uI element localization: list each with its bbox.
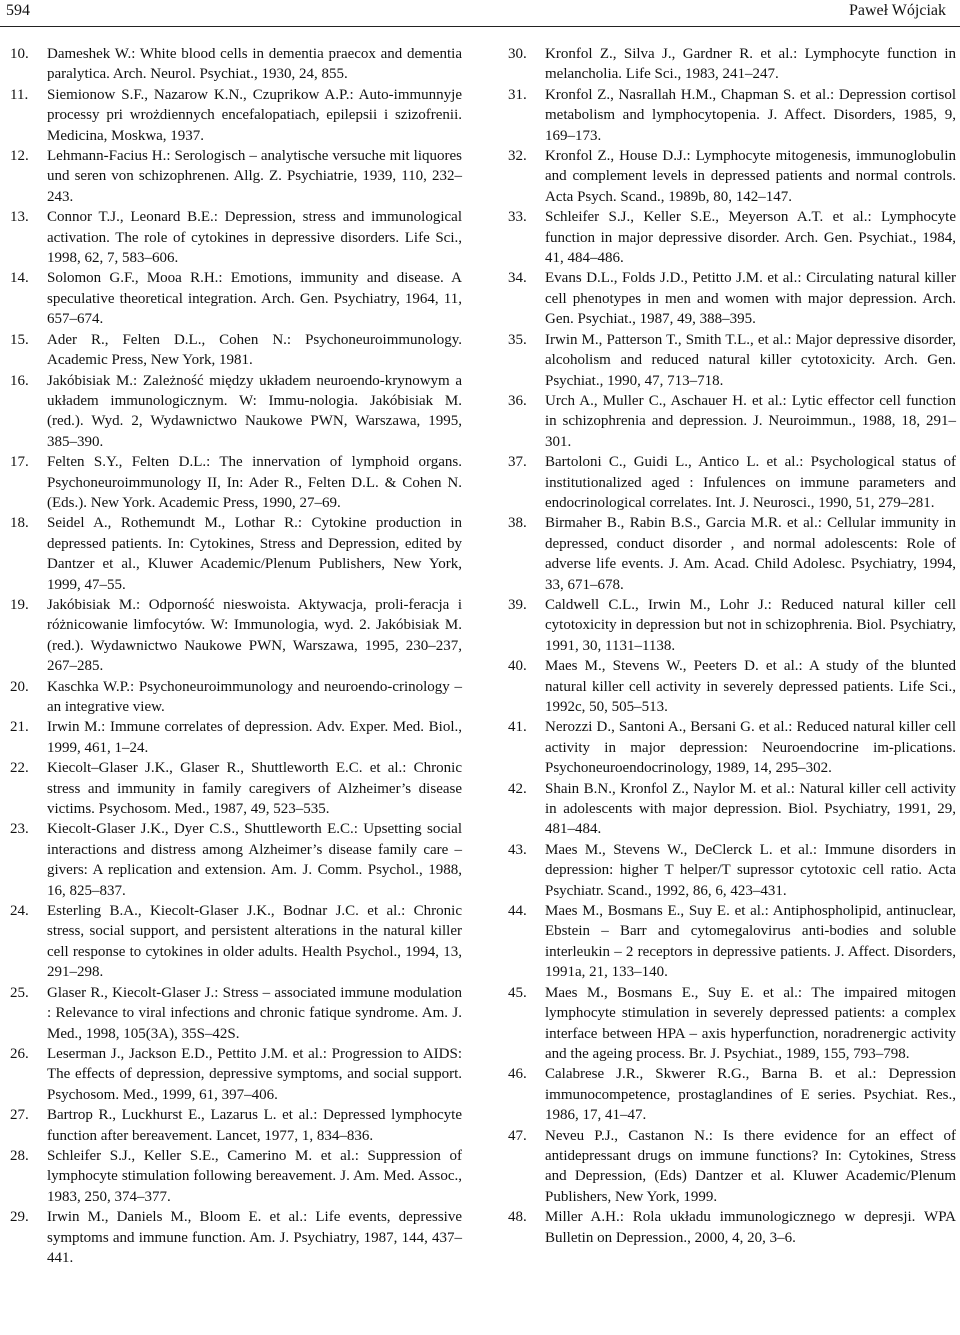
reference-number: 29.: [10, 1209, 29, 1226]
reference-text: Kiecolt–Glaser J.K., Glaser R., Shuttleworth E.C. et al.: Chronic stress and immunity in family caregivers of Alzheimer’s disease victims. Psychosom. Med., 1987, 49, 523–535.: [47, 760, 462, 818]
reference-text: Dameshek W.: White blood cells in dementia praecox and dementia paralytica. Arch. Neurol. Psychiat., 1930, 24, 855.: [47, 46, 462, 83]
reference-text: Irwin M., Patterson T., Smith T.L., et al.: Major depressive disorder, alcoholism and reduced natural killer cytotoxicity. Arch. Gen. Psychiat., 1990, 47, 713–718.: [545, 331, 956, 389]
reference-text: Irwin M., Daniels M., Bloom E. et al.: Life events, depressive symptoms and immune function. Am. J. Psychiatry, 1987, 144, 437–441.: [47, 1209, 462, 1266]
reference-item: [10, 44, 462, 85]
reference-number: 44.: [508, 903, 527, 920]
reference-number: 20.: [10, 678, 29, 695]
reference-number: 31.: [508, 86, 527, 103]
reference-item: [10, 371, 462, 453]
reference-item: [508, 330, 956, 391]
reference-number: 11.: [10, 86, 29, 103]
reference-text: Kronfol Z., Nasrallah H.M., Chapman S. et al.: Depression cortisol metabolism and lymphocytopenia. J. Affect. Disorders, 1985, 9, 169–173.: [545, 86, 956, 144]
reference-item: [10, 1146, 462, 1207]
reference-number: 42.: [508, 780, 527, 797]
reference-text: Kaschka W.P.: Psychoneuroimmunology and neuroendo-crinology – an integrative view.: [47, 678, 462, 715]
reference-number: 48.: [508, 1209, 527, 1226]
reference-item: [508, 656, 956, 717]
reference-number: 28.: [10, 1147, 29, 1164]
reference-number: 26.: [10, 1045, 29, 1062]
reference-text: Birmaher B., Rabin B.S., Garcia M.R. et al.: Cellular immunity in depressed, conduct disorder , and normal adolescents: Role of adverse life events. J. Am. Acad. Child Adolesc. Psychiatry, 1994, 33, 671–678.: [545, 515, 956, 593]
reference-text: Felten S.Y., Felten D.L.: The innervation of lymphoid organs. Psychoneuroimmunology II, In: Ader R., Felten D.L. & Cohen N. (Eds.). New York. Academic Press, 1990, 27–69.: [47, 454, 462, 511]
reference-text: Maes M., Stevens W., DeClerck L. et al.: Immune disorders in depression: higher T helper/T supressor cytotoxic cell ratio. Acta Psychiatr. Scand., 1992, 86, 6, 423–431.: [545, 841, 956, 899]
reference-text: Connor T.J., Leonard B.E.: Depression, stress and immunological activation. The role of cytokines in depressive disorders. Life Sci., 1998, 62, 7, 583–606.: [47, 209, 462, 267]
reference-text: Kronfol Z., House D.J.: Lymphocyte mitogenesis, immunoglobulin and complement levels in depressed patients and normal controls. Acta Psych. Scand., 1989b, 80, 142–147.: [545, 148, 956, 205]
reference-item: [10, 268, 462, 329]
reference-number: 37.: [508, 454, 527, 471]
references-column-right: [508, 44, 956, 1248]
reference-item: [10, 677, 462, 718]
header-divider: [0, 26, 960, 27]
reference-item: [508, 1126, 956, 1208]
reference-text: Solomon G.F., Mooa R.H.: Emotions, immunity and disease. A speculative theoretical integration. Arch. Gen. Psychiatry, 1964, 11, 657–674.: [47, 270, 462, 328]
reference-number: 19.: [10, 596, 29, 613]
reference-item: [10, 901, 462, 983]
reference-number: 16.: [10, 372, 29, 389]
reference-text: Evans D.L., Folds J.D., Petitto J.M. et al.: Circulating natural killer cell phenotypes in men and women with major depression. Arch. Gen. Psychiat., 1987, 49, 388–395.: [545, 270, 956, 328]
reference-item: [508, 983, 956, 1065]
reference-item: [10, 146, 462, 207]
reference-number: 10.: [10, 46, 29, 62]
reference-item: [10, 1105, 462, 1146]
reference-item: [508, 1064, 956, 1125]
reference-text: Calabrese J.R., Skwerer R.G., Barna B. et al.: Depression immunocompetence, prostaglandines of E series. Psychiat. Res., 1986, 17, 41–47.: [545, 1066, 956, 1124]
reference-text: Bartoloni C., Guidi L., Antico L. et al.: Psychological status of institutionalized aged : Infulences on immune parameters and endocrinological correlates. Int. J. Neurosci., 1990, 51, 279–281.: [545, 454, 956, 511]
references-column-left: [10, 44, 462, 1268]
reference-number: 32.: [508, 148, 527, 165]
reference-item: [10, 983, 462, 1044]
reference-number: 47.: [508, 1127, 527, 1144]
reference-item: [10, 819, 462, 901]
reference-number: 41.: [508, 719, 527, 736]
reference-text: Maes M., Bosmans E., Suy E. et al.: Antiphospholipid, antinuclear, Ebstein – Barr and cytomegalovirus anti-bodies and soluble interleukin – 2 receptors in depressive patients. J. Affect. Disorders, 1991a, 21, 133–140.: [545, 903, 956, 981]
reference-text: Lehmann-Facius H.: Serologisch – analytische versuche mit liquores und seren von schizophrenen. Allg. Z. Psychiatrie, 1939, 110, 232–243.: [47, 148, 462, 205]
reference-number: 15.: [10, 331, 29, 348]
reference-text: Caldwell C.L., Irwin M., Lohr J.: Reduced natural killer cell cytotoxicity in depression but not in schizophrenia. Biol. Psychiatry, 1991, 30, 1131–1138.: [545, 596, 956, 654]
reference-number: 35.: [508, 331, 527, 348]
reference-text: Glaser R., Kiecolt-Glaser J.: Stress – associated immune modulation : Relevance to viral infections and chronic fatique syndrome. Am. J. Med., 1998, 105(3A), 35S–42S.: [47, 984, 462, 1042]
reference-number: 24.: [10, 903, 29, 920]
reference-item: [10, 207, 462, 268]
reference-number: 30.: [508, 46, 527, 62]
page-number: 594: [6, 2, 30, 19]
reference-number: 43.: [508, 841, 527, 858]
reference-text: Urch A., Muller C., Aschauer H. et al.: Lytic effector cell function in schizophrenia and depression. J. Neuroimmun., 1988, 18, 291–301.: [545, 392, 956, 450]
reference-item: [508, 779, 956, 840]
reference-number: 14.: [10, 270, 29, 287]
reference-number: 25.: [10, 984, 29, 1001]
reference-number: 27.: [10, 1107, 29, 1124]
reference-number: 36.: [508, 392, 527, 409]
reference-item: [508, 85, 956, 146]
reference-item: [508, 146, 956, 207]
reference-number: 46.: [508, 1066, 527, 1083]
reference-number: 23.: [10, 821, 29, 838]
reference-number: 22.: [10, 760, 29, 777]
reference-item: [508, 717, 956, 778]
running-head-author: Paweł Wójciak: [848, 2, 946, 19]
reference-text: Miller A.H.: Rola układu immunologicznego w depresji. WPA Bulletin on Depression., 2000, 4, 20, 3–6.: [545, 1209, 956, 1246]
reference-item: [508, 268, 956, 329]
reference-item: [508, 207, 956, 268]
reference-item: [508, 1207, 956, 1248]
reference-item: [508, 513, 956, 595]
reference-item: [508, 901, 956, 983]
reference-number: 21.: [10, 719, 29, 736]
reference-text: Esterling B.A., Kiecolt-Glaser J.K., Bodnar J.C. et al.: Chronic stress, social support, and persistent alterations in the natural killer cell response to cytokines in older adults. Health Psychol., 1994, 13, 291–298.: [47, 903, 462, 981]
reference-number: 40.: [508, 658, 527, 675]
reference-text: Schleifer S.J., Keller S.E., Meyerson A.T. et al.: Lymphocyte function in major depressive disorder. Arch. Gen. Psychiat., 1984, 41, 484–486.: [545, 209, 956, 267]
reference-item: [10, 717, 462, 758]
reference-item: [508, 452, 956, 513]
reference-number: 38.: [508, 515, 527, 532]
reference-item: [508, 595, 956, 656]
reference-text: Nerozzi D., Santoni A., Bersani G. et al.: Reduced natural killer cell activity in major depression: Neuroendocrine im-plications. Psychoneuroendocrinology, 1989, 14, 295–302.: [545, 719, 956, 777]
reference-text: Schleifer S.J., Keller S.E., Camerino M. et al.: Suppression of lymphocyte stimulation following bereavement. J. Am. Med. Assoc., 1983, 250, 374–377.: [47, 1147, 462, 1205]
reference-text: Ader R., Felten D.L., Cohen N.: Psychoneuroimmunology. Academic Press, New York, 1981.: [47, 331, 462, 369]
reference-text: Kronfol Z., Silva J., Gardner R. et al.: Lymphocyte function in melancholia. Life Sci., 1983, 241–247.: [545, 46, 956, 83]
reference-item: [10, 330, 462, 371]
page-header: [0, 0, 960, 28]
reference-number: 45.: [508, 984, 527, 1001]
reference-text: Maes M., Bosmans E., Suy E. et al.: The impaired mitogen lymphocyte stimulation in severely depressed patients: a complex interface between HPA – axis hyperfunction, noradrenergic activity and the ageing process. Br. J. Psychiat., 1989, 155, 793–798.: [545, 984, 956, 1062]
reference-item: [10, 85, 462, 146]
reference-item: [508, 840, 956, 901]
reference-number: 12.: [10, 148, 29, 165]
reference-text: Leserman J., Jackson E.D., Pettito J.M. et al.: Progression to AIDS: The effects of depression, depressive symptoms, and social support. Psychosom. Med., 1999, 61, 397–406.: [47, 1045, 462, 1103]
reference-text: Irwin M.: Immune correlates of depression. Adv. Exper. Med. Biol., 1999, 461, 1–24.: [47, 719, 462, 756]
reference-text: Maes M., Stevens W., Peeters D. et al.: A study of the blunted natural killer cell activity in severely depressed patients. Life Sci., 1992c, 50, 505–513.: [545, 658, 956, 715]
reference-text: Siemionow S.F., Nazarow K.N., Czuprikow A.P.: Auto-immunnyje processy pri wrożdiennych encefalopatiach, epilepsii i szizofrenii. Medicina, Moskwa, 1937.: [47, 86, 462, 144]
reference-number: 39.: [508, 596, 527, 613]
reference-text: Kiecolt-Glaser J.K., Dyer C.S., Shuttleworth E.C.: Upsetting social interactions and distress among Alzheimer’s disease family care – givers: A replication and extension. Am. J. Comm. Psychol., 1988, 16, 825–837.: [47, 821, 462, 899]
reference-item: [10, 595, 462, 677]
reference-item: [10, 513, 462, 595]
reference-text: Jakóbisiak M.: Odporność nieswoista. Aktywacja, proli-feracja i różnicowanie limfocytów. W: Immunologia, wyd. 2. Jakóbisiak M. (red.). Wydawnictwo Naukowe PWN, Warszawa, 1995, 230–237, 267–285.: [47, 596, 462, 675]
reference-number: 17.: [10, 454, 29, 471]
reference-item: [10, 758, 462, 819]
reference-number: 18.: [10, 515, 29, 532]
reference-text: Neveu P.J., Castanon N.: Is there evidence for an effect of antidepressant drugs on immune functions? In: Cytokines, Stress and Depression, (Eds) Dantzer et al. Kluwer Academic/Plenum Publishers, New York, 1999.: [545, 1127, 956, 1205]
reference-item: [508, 391, 956, 452]
reference-item: [10, 1207, 462, 1268]
reference-item: [508, 44, 956, 85]
reference-text: Seidel A., Rothemundt M., Lothar R.: Cytokine production in depressed patients. In: Cytokines, Stress and Depression, edited by Dantzer et al., Kluwer Academic/Plenum Publishers, New York, 1999, 47–55.: [47, 515, 462, 593]
reference-item: [10, 452, 462, 513]
reference-number: 13.: [10, 209, 29, 226]
reference-text: Bartrop R., Luckhurst E., Lazarus L. et al.: Depressed lymphocyte function after bereavement. Lancet, 1977, 1, 834–836.: [47, 1107, 462, 1144]
reference-item: [10, 1044, 462, 1105]
reference-number: 34.: [508, 270, 527, 287]
reference-number: 33.: [508, 209, 527, 226]
reference-text: Jakóbisiak M.: Zależność między układem neuroendo-krynowym a układem immunologicznym. W: Immu-nologia. Jakóbisiak M. (red.). Wyd. 2, Wydawnictwo Naukowe PWN, Warszawa, 1995, 385–390.: [47, 372, 462, 450]
reference-text: Shain B.N., Kronfol Z., Naylor M. et al.: Natural killer cell activity in adolescents with major depression. Biol. Psychiatry, 1991, 29, 481–484.: [545, 780, 956, 838]
